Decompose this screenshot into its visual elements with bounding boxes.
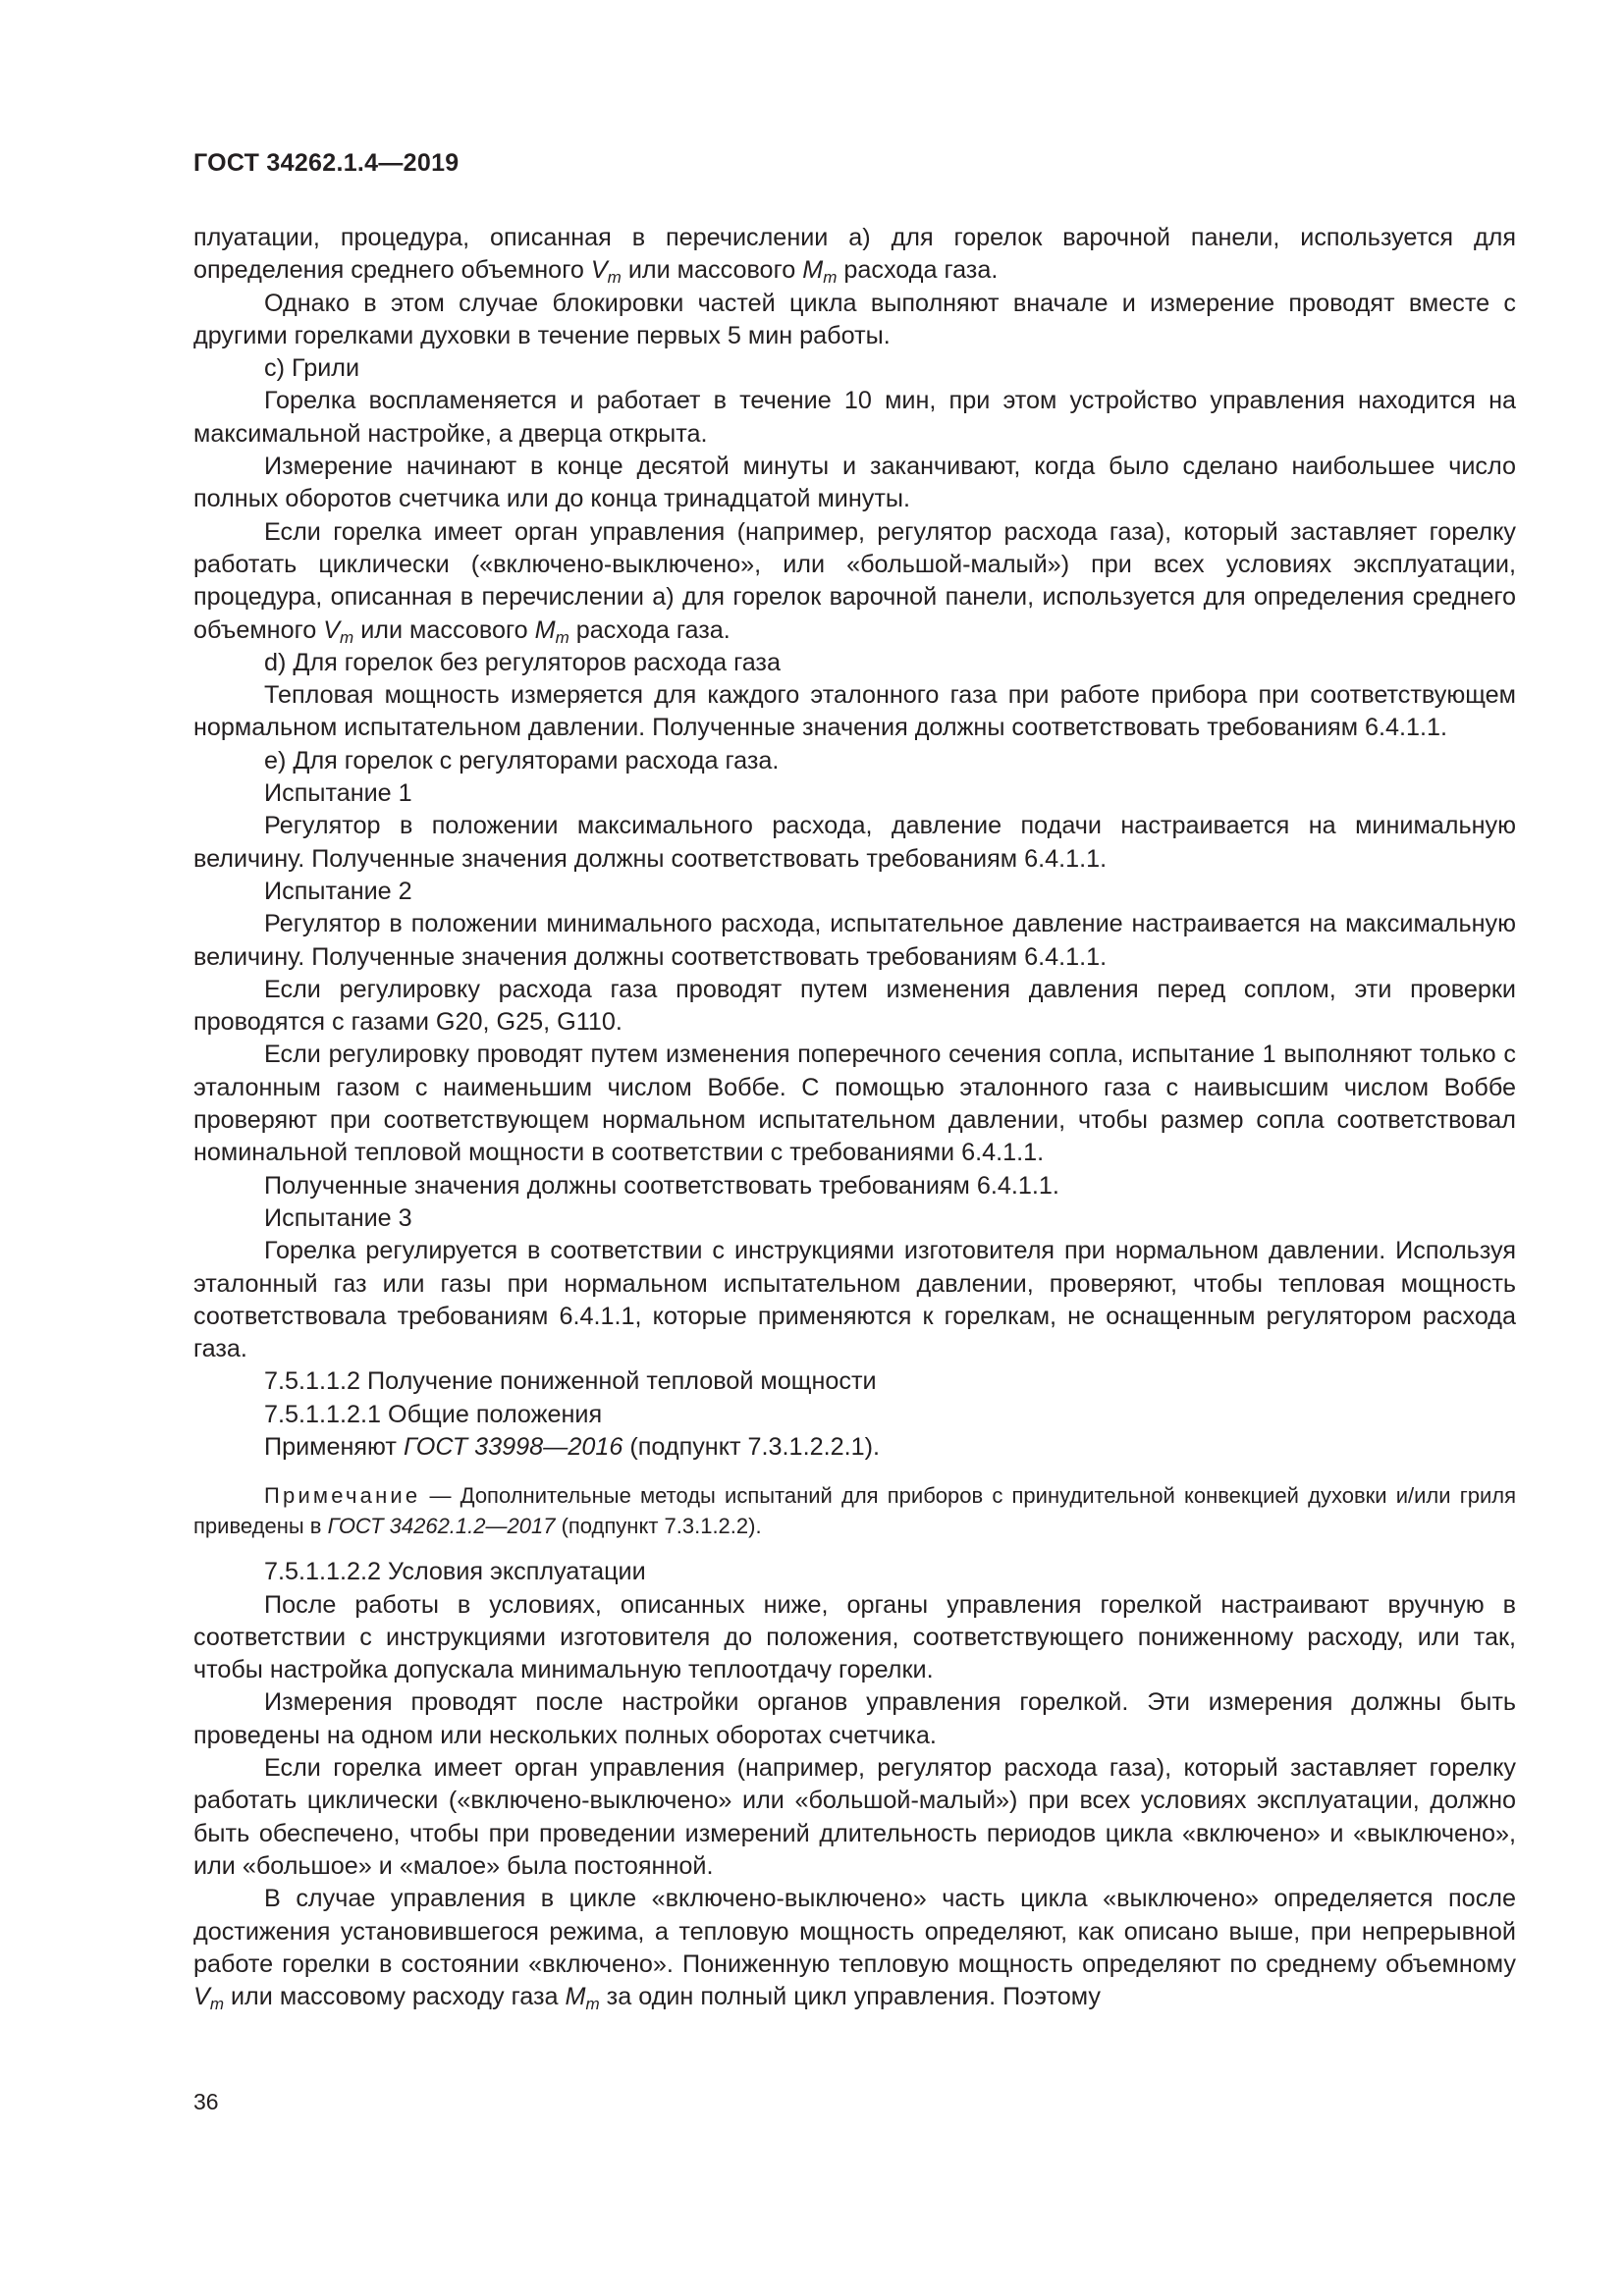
document-header: ГОСТ 34262.1.4—2019	[193, 149, 460, 177]
paragraph: Тепловая мощность измеряется для каждого эталонного газа при работе прибора при соответствующем нормальном испытательном давлении. Полученные значения должны соответствовать требованиям 6.4.1.1.	[193, 681, 1516, 742]
paragraph: Однако в этом случае блокировки частей цикла выполняют вначале и измерение проводят вместе с другими горелками духовки в течение первых 5 мин работы.	[193, 289, 1516, 349]
section-heading: 7.5.1.1.2.1 Общие положения	[264, 1400, 603, 1428]
note: Примечание — Дополнительные методы испытаний для приборов с принудительной конвекцией духовки и/или гриля приведены в ГОСТ 34262.1.2—2017 (подпункт 7.3.1.2.2).	[193, 1483, 1516, 1539]
page-number: 36	[193, 2089, 219, 2114]
list-item: е) Для горелок с регуляторами расхода газа.	[264, 746, 780, 774]
paragraph: Если горелка имеет орган управления (например, регулятор расхода газа), который заставляет горелку работать циклически («включено-выключено», или «большой-малый») при всех условиях эксплуатации, процедура, описанная в перечислении а) для горелок варочной панели, используется для определения среднего объемного $V_m$ или массового $M_m$ расхода газа.	[193, 517, 1516, 647]
subheading: Испытание 2	[264, 877, 412, 905]
section-heading: 7.5.1.1.2.2 Условия эксплуатации	[264, 1558, 646, 1586]
formula-symbol: $M_m$	[802, 256, 838, 288]
paragraph: Если регулировку расхода газа проводят путем изменения давления перед соплом, эти проверки проводятся с газами G20, G25, G110.	[193, 975, 1516, 1037]
paragraph: Горелка воспламеняется и работает в течение 10 мин, при этом устройство управления находится на максимальной настройке, а дверца открыта.	[193, 387, 1516, 448]
paragraph: В случае управления в цикле «включено-выключено» часть цикла «выключено» определяется после достижения установившегося режима, а тепловую мощность определяют, как описано выше, при непрерывной работе горелки в состоянии «включено». Пониженную тепловую мощность определяют по среднему объемному $V_m$ или массовому расходу газа $M_m$ за один полный цикл управления. Поэтому	[193, 1885, 1516, 2014]
subheading: Испытание 3	[264, 1203, 412, 1232]
formula-symbol: $V_m$	[193, 1983, 224, 2014]
paragraph: Горелка регулируется в соответствии с инструкциями изготовителя при нормальном давлении. Используя эталонный газ или газы при нормальном испытательном давлении, проверяют, чтобы тепловая мощность соответствовала требованиям 6.4.1.1, которые применяются к горелкам, не оснащенным регулятором расхода газа.	[193, 1237, 1516, 1363]
section-heading: 7.5.1.1.2 Получение пониженной тепловой мощности	[264, 1367, 877, 1396]
paragraph: Если регулировку проводят путем изменения поперечного сечения сопла, испытание 1 выполняют только с эталонным газом с наименьшим числом Воббе. С помощью эталонного газа с наивысшим числом Воббе проверяют при соответствующем нормальном испытательном давлении, чтобы размер сопла соответствовал номинальной тепловой мощности в соответствии с требованиями 6.4.1.1.	[193, 1041, 1516, 1167]
paragraph: плуатации, процедура, описанная в перечислении а) для горелок варочной панели, используется для определения среднего объемного $V_m$ или массового $M_m$ расхода газа.	[193, 224, 1516, 288]
standard-reference: ГОСТ 34262.1.2—2017	[327, 1514, 556, 1539]
paragraph: После работы в условиях, описанных ниже, органы управления горелкой настраивают вручную в соответствии с инструкциями изготовителя до положения, соответствующего пониженному расходу, или так, чтобы настройка допускала минимальную теплоотдачу горелки.	[193, 1590, 1516, 1684]
paragraph: Если горелка имеет орган управления (например, регулятор расхода газа), который заставляет горелку работать циклически («включено-выключено» или «большой-малый») при всех условиях эксплуатации, должно быть обеспечено, чтобы при проведении измерений длительность периодов цикла «включено» и «выключено», или «большое» и «малое» была постоянной.	[193, 1754, 1516, 1880]
note-label: Примечание	[264, 1483, 421, 1509]
paragraph: Измерения проводят после настройки органов управления горелкой. Эти измерения должны быть проведены на одном или нескольких полных оборотах счетчика.	[193, 1688, 1516, 1749]
formula-symbol: $M_m$	[534, 615, 569, 647]
list-item: d) Для горелок без регуляторов расхода газа	[264, 648, 781, 676]
paragraph: Измерение начинают в конце десятой минуты и заканчивают, когда было сделано наибольшее число полных оборотов счетчика или до конца тринадцатой минуты.	[193, 453, 1516, 513]
formula-symbol: $V_m$	[323, 615, 354, 647]
paragraph: Полученные значения должны соответствовать требованиям 6.4.1.1.	[264, 1171, 1059, 1200]
paragraph: Применяют ГОСТ 33998—2016 (подпункт 7.3.1.2.2.1).	[264, 1432, 880, 1461]
list-item: с) Грили	[264, 354, 360, 383]
standard-reference: ГОСТ 33998—2016	[403, 1432, 623, 1461]
paragraph: Регулятор в положении максимального расхода, давление подачи настраивается на минимальную величину. Полученные значения должны соответствовать требованиям 6.4.1.1.	[193, 812, 1516, 873]
paragraph: Регулятор в положении минимального расхода, испытательное давление настраивается на максимальную величину. Полученные значения должны соответствовать требованиям 6.4.1.1.	[193, 910, 1516, 971]
formula-symbol: $V_m$	[590, 256, 622, 288]
subheading: Испытание 1	[264, 779, 412, 808]
document-body	[193, 222, 1516, 2013]
formula-symbol: $M_m$	[565, 1983, 600, 2014]
